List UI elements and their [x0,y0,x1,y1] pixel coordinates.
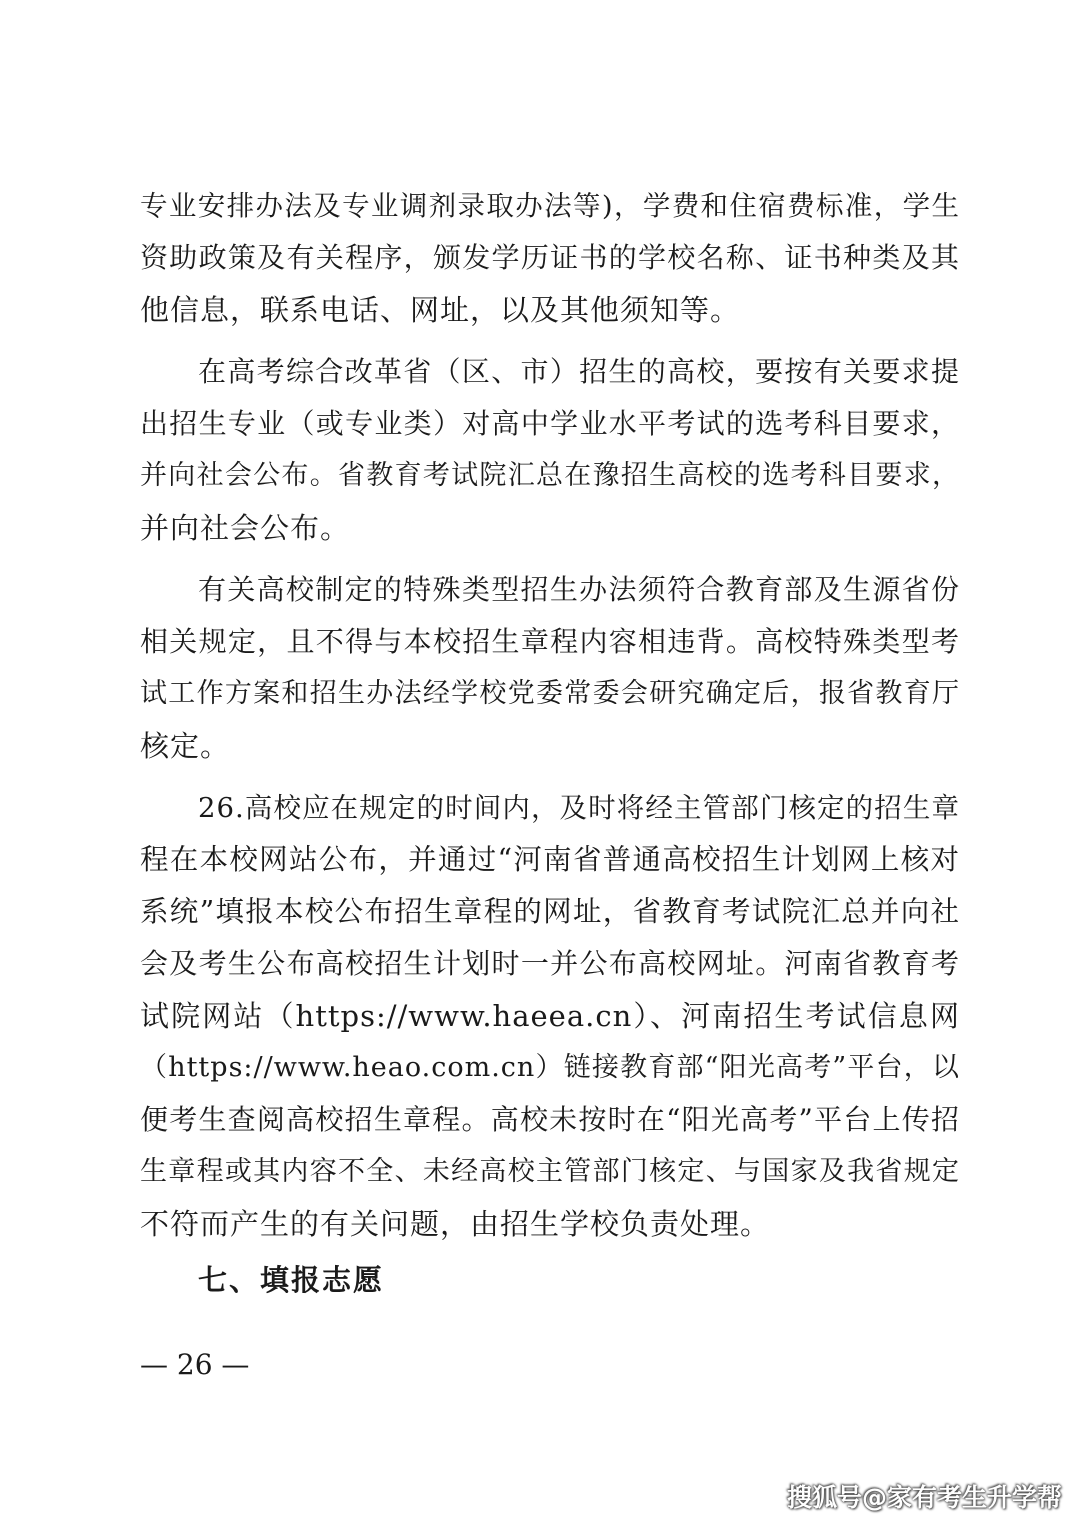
paragraph-1-line-3: 他信息，联系电话、网址，以及其他须知等。 [140,293,741,327]
paragraph-3-line-1: 有关高校制定的特殊类型招生办法须符合教育部及生源省份 [198,573,960,606]
paragraph-3-line-3: 试工作方案和招生办法经学校党委常委会研究确定后，报省教育厅 [140,678,960,709]
watermark: 搜狐号@家有考生升学帮 [786,1483,1062,1512]
paragraph-2-line-3: 并向社会公布。省教育考试院汇总在豫招生高校的选考科目要求， [140,460,960,491]
paragraph-1-line-1: 专业安排办法及专业调剂录取办法等)，学费和住宿费标准，学生 [140,190,960,222]
paragraph-1-line-2: 资助政策及有关程序，颁发学历证书的学校名称、证书种类及其 [140,241,960,274]
paragraph-2-line-4: 并向社会公布。 [140,511,351,545]
paragraph-4-line-8: 生章程或其内容不全、未经高校主管部门核定、与国家及我省规定 [140,1156,960,1187]
paragraph-4-line-9: 不符而产生的有关问题，由招生学校负责处理。 [140,1207,771,1241]
section-heading: 七、填报志愿 [198,1263,385,1297]
paragraph-4-line-4: 会及考生公布高校招生计划时一并公布高校网址。河南省教育考 [140,947,960,980]
paragraph-4-line-5: 试院网站（https://www.haeea.cn）、河南招生考试信息网 [140,999,960,1033]
paragraph-4-line-2: 程在本校网站公布，并通过“河南省普通高校招生计划网上核对 [140,843,960,876]
paragraph-4-line-1: 26.高校应在规定的时间内，及时将经主管部门核定的招生章 [198,792,960,824]
paragraph-2-line-2: 出招生专业（或专业类）对高中学业水平考试的选考科目要求， [140,407,960,440]
paragraph-4-line-6: （https://www.heao.com.cn）链接教育部“阳光高考”平台，以 [140,1052,960,1083]
paragraph-4-line-3: 系统”填报本校公布招生章程的网址，省教育考试院汇总并向社 [140,895,960,928]
paragraph-3-line-4: 核定。 [140,729,231,763]
paragraph-4-line-7: 便考生查阅高校招生章程。高校未按时在“阳光高考”平台上传招 [140,1103,960,1136]
page-number: — 26 — [140,1348,250,1381]
paragraph-2-line-1: 在高考综合改革省（区、市）招生的高校，要按有关要求提 [198,355,960,388]
paragraph-3-line-2: 相关规定，且不得与本校招生章程内容相违背。高校特殊类型考 [140,625,960,658]
